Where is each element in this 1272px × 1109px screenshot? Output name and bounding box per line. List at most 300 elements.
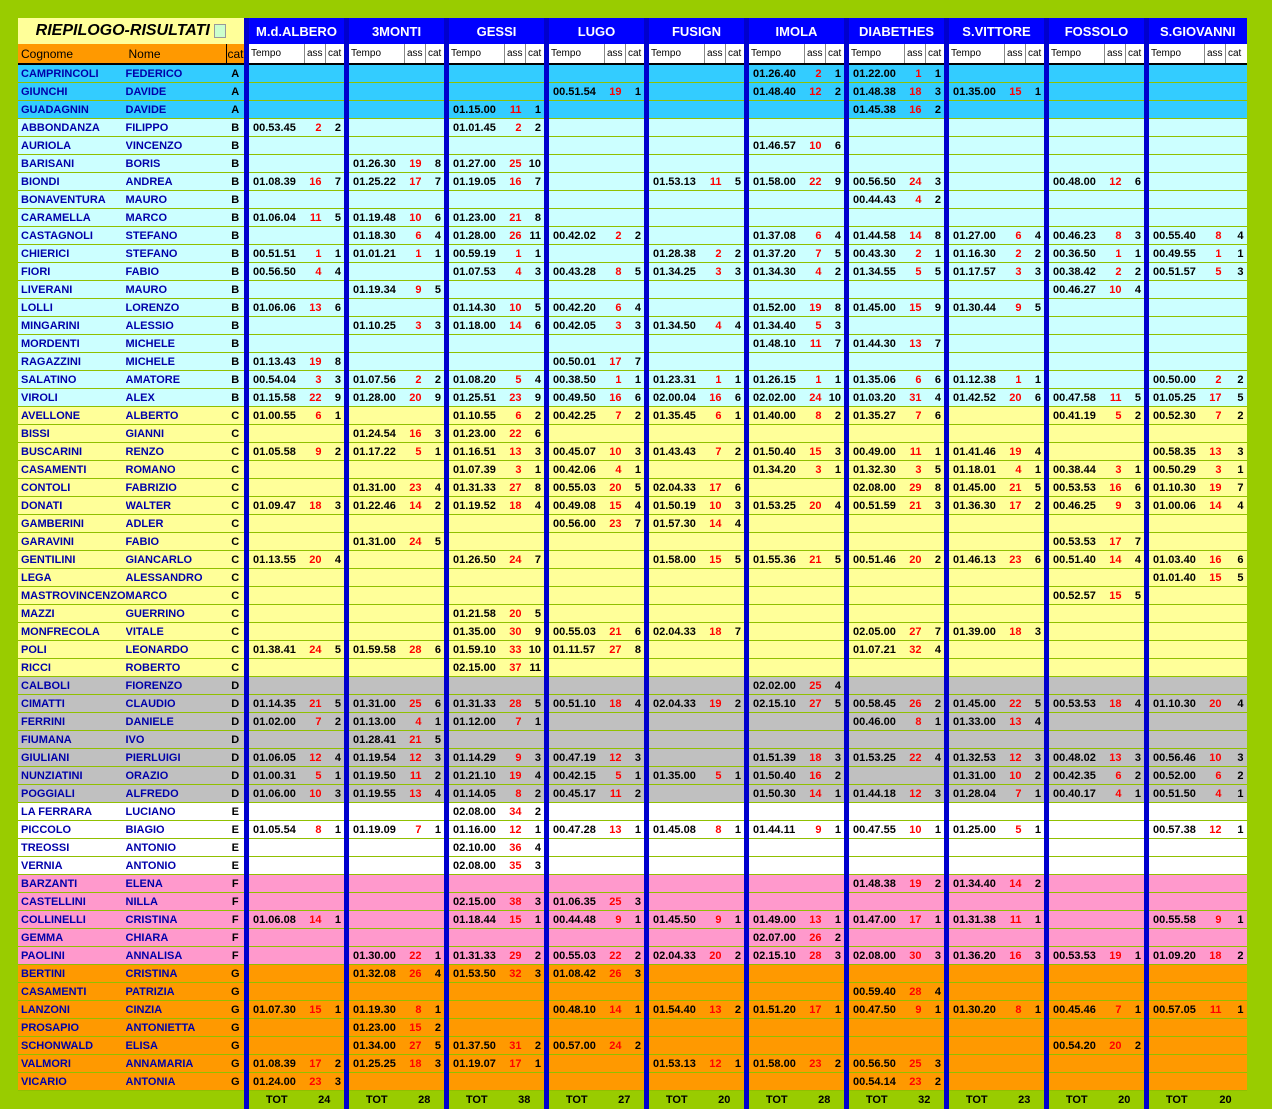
result-overall-position [905, 425, 926, 443]
athlete-name: ALESSANDRO [126, 569, 227, 587]
result-category-position [626, 425, 647, 443]
result-overall-position [1205, 641, 1226, 659]
result-time: 00.44.43 [847, 191, 905, 209]
result-overall-position [405, 191, 426, 209]
result-time [547, 803, 605, 821]
table-row [18, 569, 1247, 587]
result-overall-position: 6 [1205, 767, 1226, 785]
result-time [1147, 299, 1205, 317]
result-overall-position: 8 [705, 821, 726, 839]
result-overall-position [305, 587, 326, 605]
result-overall-position: 1 [905, 64, 926, 83]
result-overall-position [1105, 64, 1126, 83]
result-time [647, 569, 705, 587]
name-header: Nome [126, 44, 227, 64]
result-overall-position [605, 137, 626, 155]
table-row [18, 425, 1247, 443]
result-time [647, 335, 705, 353]
result-category-position: 4 [526, 839, 547, 857]
result-overall-position: 10 [705, 497, 726, 515]
result-overall-position [1205, 155, 1226, 173]
result-time [247, 659, 305, 677]
result-time: 01.53.13 [647, 1055, 705, 1073]
result-category-position [726, 281, 747, 299]
athlete-category: A [227, 83, 247, 101]
result-overall-position [305, 155, 326, 173]
result-overall-position [805, 353, 826, 371]
athlete-surname: BARZANTI [18, 875, 126, 893]
result-overall-position: 16 [1005, 947, 1026, 965]
result-category-position: 2 [1226, 767, 1247, 785]
result-overall-position: 3 [1205, 461, 1226, 479]
tot-label: TOT [647, 1091, 705, 1109]
result-time [947, 929, 1005, 947]
table-row [18, 641, 1247, 659]
result-overall-position [605, 677, 626, 695]
result-category-position [726, 569, 747, 587]
result-overall-position [405, 623, 426, 641]
result-time: 01.07.21 [847, 641, 905, 659]
result-category-position [426, 299, 447, 317]
result-category-position: 1 [526, 911, 547, 929]
result-overall-position [1005, 803, 1026, 821]
result-category-position [626, 857, 647, 875]
result-category-position: 2 [426, 1019, 447, 1037]
result-time: 00.43.28 [547, 263, 605, 281]
result-category-position: 6 [1026, 551, 1047, 569]
result-category-position [626, 803, 647, 821]
athlete-name: ANNALISA [126, 947, 227, 965]
result-category-position: 5 [326, 209, 347, 227]
result-overall-position [1205, 101, 1226, 119]
result-category-position [826, 713, 847, 731]
result-overall-position [905, 317, 926, 335]
result-overall-position: 18 [1005, 623, 1026, 641]
athlete-name: MARCO [126, 587, 227, 605]
result-time [747, 587, 805, 605]
result-overall-position [1205, 929, 1226, 947]
result-category-position [826, 983, 847, 1001]
result-overall-position: 18 [305, 497, 326, 515]
result-overall-position: 24 [605, 1037, 626, 1055]
result-category-position [826, 857, 847, 875]
result-time [547, 533, 605, 551]
result-time [947, 191, 1005, 209]
result-time [1047, 965, 1105, 983]
result-overall-position: 3 [705, 263, 726, 281]
athlete-category: B [227, 245, 247, 263]
result-overall-position [605, 191, 626, 209]
result-time [347, 659, 405, 677]
result-overall-position: 23 [305, 1073, 326, 1091]
result-overall-position: 1 [405, 245, 426, 263]
athlete-category: C [227, 551, 247, 569]
result-overall-position: 2 [605, 227, 626, 245]
result-category-position: 7 [826, 335, 847, 353]
result-category-position [1226, 1037, 1247, 1055]
result-category-position [1026, 407, 1047, 425]
result-overall-position: 23 [1005, 551, 1026, 569]
result-overall-position [1105, 803, 1126, 821]
result-category-position: 7 [926, 335, 947, 353]
result-overall-position: 15 [905, 299, 926, 317]
result-time [1047, 875, 1105, 893]
result-time [647, 857, 705, 875]
result-overall-position [805, 857, 826, 875]
result-category-position: 6 [1226, 551, 1247, 569]
result-category-position [1026, 1019, 1047, 1037]
result-category-position [426, 137, 447, 155]
athlete-surname: SALATINO [18, 371, 126, 389]
result-overall-position [305, 64, 326, 83]
result-category-position [926, 893, 947, 911]
result-category-position: 1 [826, 911, 847, 929]
result-category-position: 1 [326, 245, 347, 263]
venue-total: 20 [1105, 1091, 1147, 1109]
result-category-position [726, 353, 747, 371]
result-category-position: 7 [1226, 479, 1247, 497]
result-overall-position [305, 983, 326, 1001]
result-category-position: 2 [326, 119, 347, 137]
result-overall-position [1105, 569, 1126, 587]
result-time: 01.35.00 [447, 623, 505, 641]
athlete-name: FABRIZIO [126, 479, 227, 497]
cat-col-header: cat [626, 44, 647, 64]
athlete-category: D [227, 749, 247, 767]
result-time: 01.48.38 [847, 83, 905, 101]
result-category-position [1226, 1019, 1247, 1037]
result-overall-position [905, 353, 926, 371]
ass-header: ass [1005, 44, 1026, 64]
result-time [747, 893, 805, 911]
result-category-position: 2 [526, 407, 547, 425]
athlete-category: D [227, 695, 247, 713]
result-category-position: 2 [326, 443, 347, 461]
result-time: 00.48.10 [547, 1001, 605, 1019]
result-time [447, 1001, 505, 1019]
result-overall-position [1105, 713, 1126, 731]
result-overall-position: 8 [605, 263, 626, 281]
result-overall-position [505, 191, 526, 209]
result-category-position [726, 749, 747, 767]
result-overall-position: 21 [305, 695, 326, 713]
result-category-position [1226, 1073, 1247, 1091]
table-row [18, 479, 1247, 497]
athlete-category: B [227, 119, 247, 137]
cat-col-header: cat [1126, 44, 1147, 64]
result-category-position: 1 [426, 713, 447, 731]
result-overall-position [905, 767, 926, 785]
result-category-position [1226, 839, 1247, 857]
result-time [1047, 64, 1105, 83]
result-time: 00.57.05 [1147, 1001, 1205, 1019]
athlete-surname: GIUNCHI [18, 83, 126, 101]
result-overall-position [1005, 191, 1026, 209]
result-time: 01.15.58 [247, 389, 305, 407]
result-time [1147, 875, 1205, 893]
result-overall-position: 6 [705, 407, 726, 425]
result-category-position: 1 [1226, 245, 1247, 263]
result-overall-position: 10 [605, 443, 626, 461]
result-category-position: 2 [826, 407, 847, 425]
result-overall-position [305, 137, 326, 155]
result-time [847, 677, 905, 695]
result-overall-position: 5 [505, 371, 526, 389]
result-overall-position [1205, 857, 1226, 875]
result-overall-position: 8 [305, 821, 326, 839]
result-overall-position: 20 [805, 497, 826, 515]
result-overall-position [1205, 317, 1226, 335]
result-category-position: 7 [926, 623, 947, 641]
result-time [447, 335, 505, 353]
result-overall-position [1105, 119, 1126, 137]
athlete-name: ALBERTO [126, 407, 227, 425]
result-category-position [1126, 803, 1147, 821]
result-category-position: 1 [526, 821, 547, 839]
athlete-category: F [227, 929, 247, 947]
result-category-position [826, 1073, 847, 1091]
result-category-position: 3 [526, 443, 547, 461]
result-time [647, 353, 705, 371]
result-time [647, 839, 705, 857]
result-overall-position [605, 731, 626, 749]
athlete-surname: VALMORI [18, 1055, 126, 1073]
result-time [647, 875, 705, 893]
result-time: 02.10.00 [447, 839, 505, 857]
result-time [647, 137, 705, 155]
result-time: 00.53.53 [1047, 533, 1105, 551]
result-category-position: 2 [926, 875, 947, 893]
result-time: 01.48.40 [747, 83, 805, 101]
result-overall-position [605, 64, 626, 83]
result-overall-position: 4 [1105, 785, 1126, 803]
result-overall-position: 18 [905, 83, 926, 101]
athlete-surname: PROSAPIO [18, 1019, 126, 1037]
athlete-surname: CASTELLINI [18, 893, 126, 911]
athlete-name: DAVIDE [126, 101, 227, 119]
result-category-position [626, 659, 647, 677]
result-overall-position: 8 [1105, 227, 1126, 245]
result-time: 00.42.02 [547, 227, 605, 245]
result-overall-position [705, 857, 726, 875]
result-overall-position [1005, 641, 1026, 659]
result-overall-position: 5 [605, 767, 626, 785]
result-category-position [326, 317, 347, 335]
result-overall-position: 21 [405, 731, 426, 749]
result-time: 01.28.04 [947, 785, 1005, 803]
table-row [18, 119, 1247, 137]
result-category-position: 5 [1126, 389, 1147, 407]
result-time [1147, 155, 1205, 173]
result-category-position [1026, 137, 1047, 155]
result-overall-position: 8 [1005, 1001, 1026, 1019]
result-overall-position [805, 1019, 826, 1037]
result-time [1147, 893, 1205, 911]
result-overall-position: 3 [1105, 461, 1126, 479]
result-overall-position: 22 [405, 947, 426, 965]
result-overall-position: 17 [505, 1055, 526, 1073]
result-overall-position: 6 [905, 371, 926, 389]
result-overall-position [605, 839, 626, 857]
result-time [1047, 353, 1105, 371]
result-category-position [326, 191, 347, 209]
athlete-surname: LANZONI [18, 1001, 126, 1019]
table-row [18, 371, 1247, 389]
result-overall-position [1205, 713, 1226, 731]
table-row [18, 875, 1247, 893]
result-category-position: 11 [526, 227, 547, 245]
result-time [947, 119, 1005, 137]
result-overall-position [505, 515, 526, 533]
result-time [1147, 587, 1205, 605]
result-time: 01.05.58 [247, 443, 305, 461]
result-overall-position: 6 [1105, 767, 1126, 785]
result-category-position [826, 623, 847, 641]
result-time: 00.38.50 [547, 371, 605, 389]
result-time [547, 983, 605, 1001]
result-time: 00.52.00 [1147, 767, 1205, 785]
result-category-position [826, 425, 847, 443]
result-time [947, 731, 1005, 749]
result-overall-position: 9 [1105, 497, 1126, 515]
result-category-position [726, 119, 747, 137]
result-overall-position [305, 191, 326, 209]
result-time [947, 641, 1005, 659]
result-overall-position [1205, 281, 1226, 299]
athlete-name: IVO [126, 731, 227, 749]
result-category-position: 1 [726, 407, 747, 425]
result-category-position [826, 191, 847, 209]
result-overall-position [305, 101, 326, 119]
athlete-name: LORENZO [126, 299, 227, 317]
athlete-surname: LEGA [18, 569, 126, 587]
result-overall-position: 11 [405, 767, 426, 785]
result-time: 01.07.30 [247, 1001, 305, 1019]
result-time [547, 587, 605, 605]
result-category-position [826, 659, 847, 677]
result-category-position [726, 641, 747, 659]
result-category-position [1026, 101, 1047, 119]
result-overall-position [605, 209, 626, 227]
tot-label: TOT [347, 1091, 405, 1109]
athlete-category: G [227, 1019, 247, 1037]
result-time [1047, 857, 1105, 875]
result-overall-position: 15 [705, 551, 726, 569]
athlete-name: MICHELE [126, 353, 227, 371]
result-time: 01.45.08 [647, 821, 705, 839]
result-overall-position [505, 64, 526, 83]
result-time: 00.53.45 [247, 119, 305, 137]
athlete-surname: FERRINI [18, 713, 126, 731]
result-time [247, 569, 305, 587]
result-category-position [626, 731, 647, 749]
result-category-position: 6 [726, 389, 747, 407]
result-category-position: 4 [1226, 497, 1247, 515]
result-overall-position: 27 [905, 623, 926, 641]
result-overall-position: 9 [1005, 299, 1026, 317]
result-overall-position [1205, 335, 1226, 353]
result-category-position: 5 [1026, 299, 1047, 317]
athlete-name: STEFANO [126, 227, 227, 245]
result-time: 00.56.50 [847, 173, 905, 191]
tempo-header: Tempo [1047, 44, 1105, 64]
result-category-position: 5 [526, 605, 547, 623]
result-overall-position [1005, 407, 1026, 425]
result-category-position: 5 [1126, 587, 1147, 605]
athlete-category: B [227, 389, 247, 407]
result-category-position: 3 [326, 1073, 347, 1091]
result-overall-position: 14 [805, 785, 826, 803]
result-category-position [1026, 209, 1047, 227]
result-category-position: 2 [326, 713, 347, 731]
result-overall-position: 9 [605, 911, 626, 929]
result-time: 01.26.50 [447, 551, 505, 569]
athlete-category: C [227, 407, 247, 425]
result-time [1047, 605, 1105, 623]
result-time [747, 353, 805, 371]
result-overall-position: 26 [605, 965, 626, 983]
result-time [1047, 821, 1105, 839]
result-time [547, 929, 605, 947]
result-overall-position [1105, 371, 1126, 389]
result-overall-position: 5 [805, 317, 826, 335]
result-time [1147, 209, 1205, 227]
result-overall-position [805, 533, 826, 551]
result-time: 01.18.44 [447, 911, 505, 929]
result-category-position: 1 [1126, 461, 1147, 479]
result-category-position [1226, 965, 1247, 983]
result-category-position: 1 [1026, 785, 1047, 803]
result-time [1047, 317, 1105, 335]
result-overall-position: 5 [1005, 821, 1026, 839]
result-time [247, 227, 305, 245]
result-time: 00.41.19 [1047, 407, 1105, 425]
result-category-position: 3 [326, 371, 347, 389]
result-category-position [726, 893, 747, 911]
result-category-position: 4 [726, 317, 747, 335]
result-category-position [926, 155, 947, 173]
result-overall-position [505, 929, 526, 947]
result-time [1047, 101, 1105, 119]
result-overall-position: 4 [905, 191, 926, 209]
result-time [1047, 677, 1105, 695]
result-time: 01.25.22 [347, 173, 405, 191]
athlete-surname: ABBONDANZA [18, 119, 126, 137]
result-overall-position [705, 677, 726, 695]
result-overall-position [1205, 893, 1226, 911]
result-time [1147, 533, 1205, 551]
result-overall-position [805, 983, 826, 1001]
result-overall-position: 6 [305, 407, 326, 425]
result-overall-position [705, 893, 726, 911]
result-overall-position: 10 [405, 209, 426, 227]
result-category-position: 5 [426, 281, 447, 299]
result-overall-position: 6 [1005, 227, 1026, 245]
result-overall-position [305, 1037, 326, 1055]
result-overall-position [1105, 875, 1126, 893]
result-overall-position: 14 [705, 515, 726, 533]
result-category-position [1226, 155, 1247, 173]
result-time: 01.22.00 [847, 64, 905, 83]
result-time [1047, 425, 1105, 443]
result-category-position [1026, 191, 1047, 209]
result-category-position [1126, 713, 1147, 731]
result-time [947, 155, 1005, 173]
athlete-surname: AURIOLA [18, 137, 126, 155]
result-category-position [1226, 983, 1247, 1001]
athlete-surname: POGGIALI [18, 785, 126, 803]
result-category-position: 2 [926, 191, 947, 209]
